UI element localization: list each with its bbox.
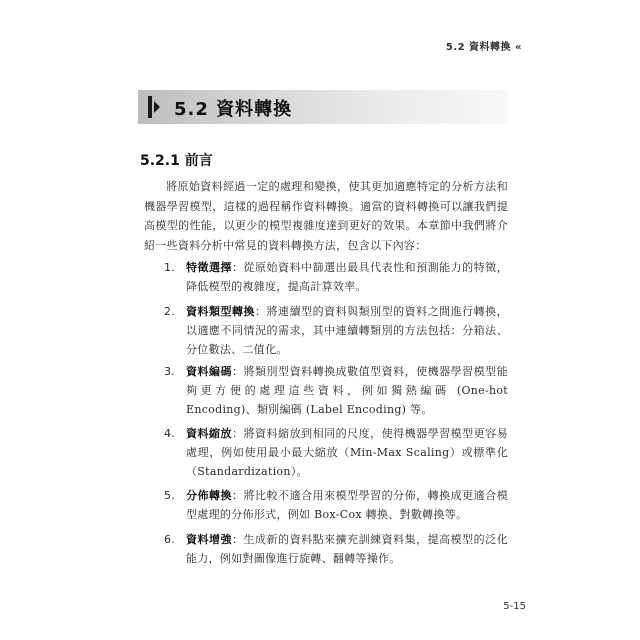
list-item-description: ：將比較不適合用來模型學習的分佈，轉換成更適合模型處理的分佈形式，例如 Box-Cox 轉換、對數轉換等。 bbox=[186, 489, 508, 521]
list-item-number: 2. bbox=[164, 305, 176, 318]
section-heading bbox=[138, 90, 508, 124]
list-item bbox=[164, 486, 508, 524]
list-item-term: 資料類型轉換 bbox=[186, 305, 256, 318]
list-item-number: 1. bbox=[164, 261, 176, 274]
list-item-term: 資料增強 bbox=[186, 533, 233, 546]
list-item-term: 資料縮放 bbox=[186, 427, 233, 440]
list-item-description: ：從原始資料中篩選出最具代表性和預測能力的特徵，降低模型的複雜度，提高計算效率。 bbox=[186, 261, 508, 293]
list-item-description: ：將類別型資料轉換成數值型資料，使機器學習模型能夠更方便的處理這些資料，例如獨熱編碼 (One-hot Encoding)、類別編碼 (Label Encoding) 等。 bbox=[186, 365, 508, 416]
running-header: 5.2 資料轉換 « bbox=[445, 42, 522, 53]
list-item-term: 特徵選擇 bbox=[186, 261, 233, 274]
section-marker-bar bbox=[148, 96, 152, 118]
section-arrow-icon bbox=[154, 101, 160, 113]
subsection-title: 5.2.1 前言 bbox=[140, 153, 213, 169]
list-item bbox=[164, 530, 508, 568]
list-item bbox=[164, 302, 508, 359]
page-number: 5-15 bbox=[503, 601, 526, 612]
list-item-number: 4. bbox=[164, 427, 176, 440]
list-item-description: ：將連續型的資料與類別型的資料之間進行轉換，以適應不同情況的需求，其中連續轉類別的方法包括：分箱法、分位數法、二值化。 bbox=[186, 305, 508, 356]
list-item-description: ：將資料縮放到相同的尺度，使得機器學習模型更容易處理，例如使用最小最大縮放（Min-Max Scaling）或標準化（Standardization）。 bbox=[186, 427, 508, 478]
list-item-number: 5. bbox=[164, 489, 176, 502]
list-item bbox=[164, 258, 508, 296]
intro-paragraph: 將原始資料經過一定的處理和變換，使其更加適應特定的分析方法和機器學習模型，這樣的過程稱作資料轉換。適當的資料轉換可以讓我們提高模型的性能，以更少的模型複雜度達到更好的效果。本章節中我們將介紹一些資料分析中常見的資料轉換方法，包含以下內容： bbox=[144, 180, 508, 252]
section-title: 5.2 資料轉換 bbox=[174, 99, 293, 120]
list-item-term: 分佈轉換 bbox=[186, 489, 233, 502]
list-item bbox=[164, 424, 508, 481]
list-item-description: ：生成新的資料點來擴充訓練資料集，提高模型的泛化能力，例如對圖像進行旋轉、翻轉等操作。 bbox=[186, 533, 508, 565]
list-item-number: 3. bbox=[164, 365, 176, 378]
list-item-number: 6. bbox=[164, 533, 176, 546]
list-item-term: 資料編碼 bbox=[186, 365, 233, 378]
list-item bbox=[164, 362, 508, 419]
